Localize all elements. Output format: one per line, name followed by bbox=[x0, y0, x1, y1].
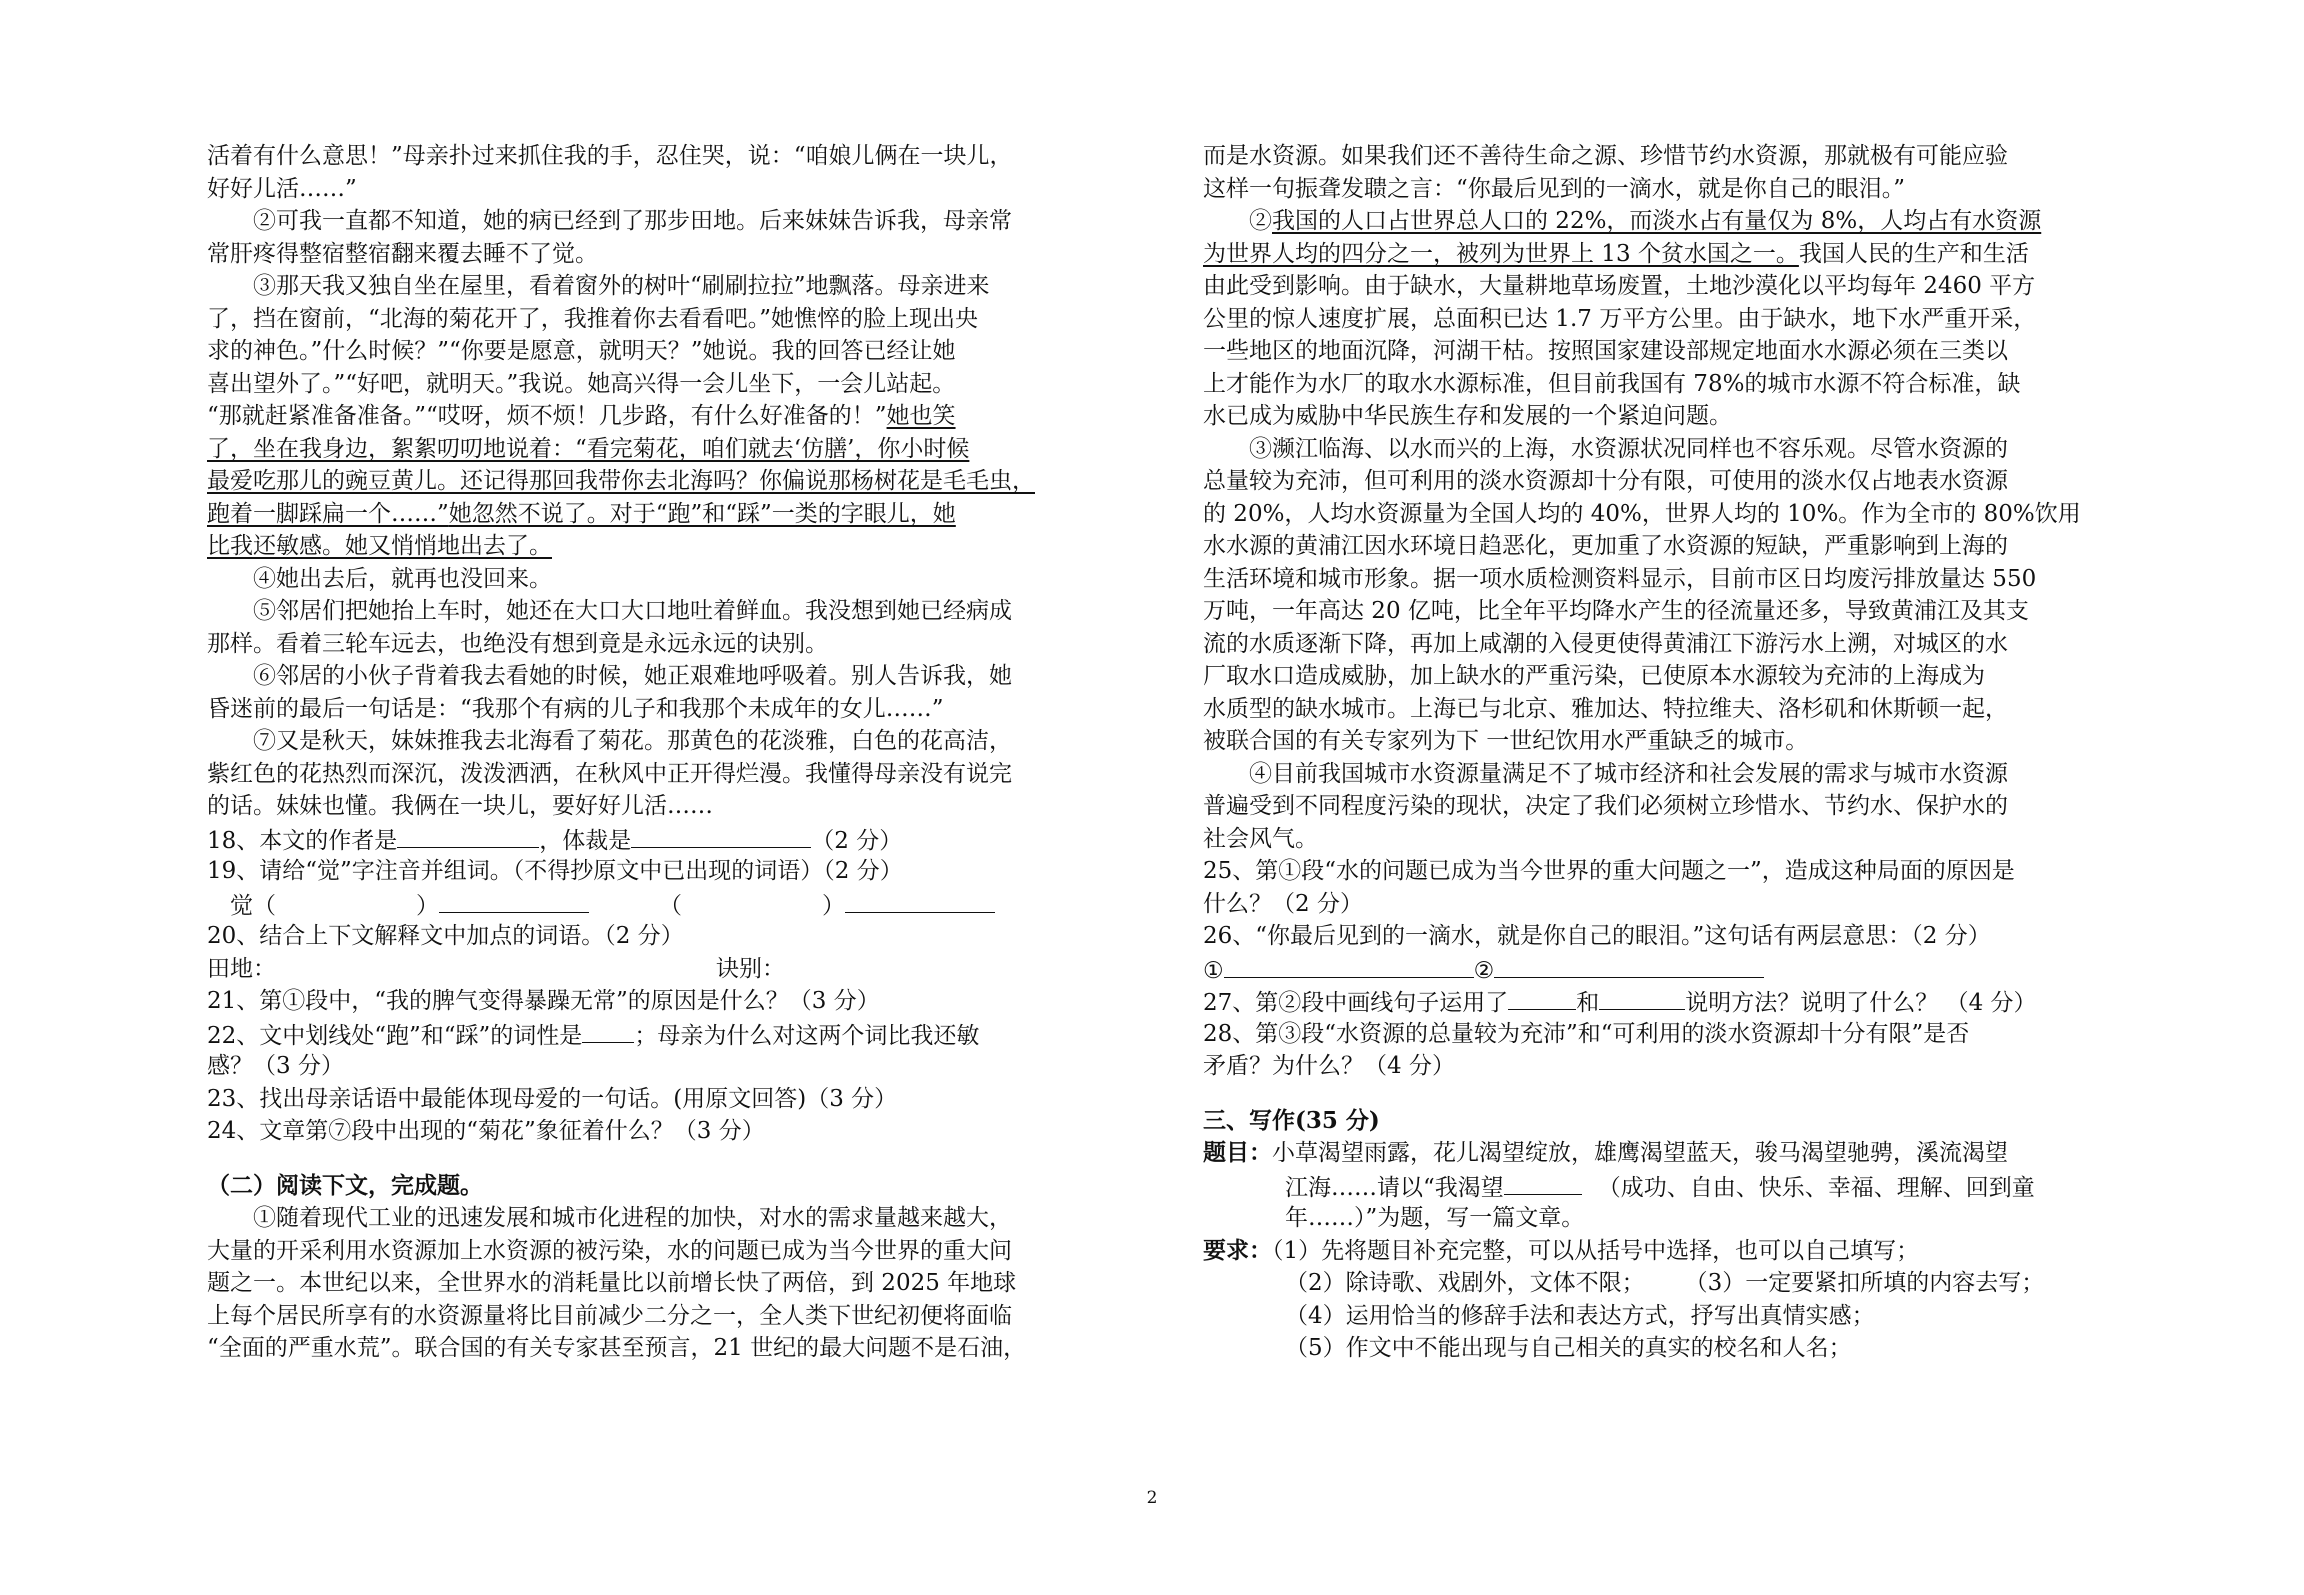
question-18 bbox=[207, 823, 1107, 856]
underlined-line: 最爱吃那儿的豌豆黄儿。还记得那回我带你去北海吗？你偏说那杨树花是毛毛虫， bbox=[207, 468, 1035, 494]
text-line: 感？（3 分） bbox=[207, 1053, 344, 1079]
paragraph-7: ⑦又是秋天，妹妹推我去北海看了菊花。那黄色的花淡雅，白色的花高洁， bbox=[253, 728, 1012, 754]
text-line: 的 20%，人均水资源量为全国人均的 40%，世界人均的 10%。作为全市的 80%饮用 bbox=[1203, 500, 2081, 527]
question-23: 23、找出母亲话语中最能体现母爱的一句话。(用原文回答)（3 分） bbox=[207, 1085, 898, 1112]
q27-rest: 说明方法？说明了什么？ （4 分） bbox=[1685, 990, 2037, 1016]
method-blank-2[interactable] bbox=[1599, 985, 1685, 1010]
q18-prompt: 18、本文的作者是 bbox=[207, 827, 398, 854]
passage-2-paragraph-2 bbox=[1203, 205, 2103, 238]
term-juebie: 诀别： bbox=[716, 955, 785, 982]
paragraph-4: ④她出去后，就再也没回来。 bbox=[253, 565, 552, 592]
requirement-5: （5）作文中不能出现与自己相关的真实的校名和人名； bbox=[1285, 1335, 1852, 1361]
underlined-line bbox=[207, 498, 1107, 531]
paragraph-5: ⑤邻居们把她抬上车时，她还在大口大口地吐着鲜血。我没想到她已经病成 bbox=[253, 598, 1012, 624]
text-line: 生活环境和城市形象。据一项水质检测资料显示，目前市区日均废污排放量达 550 bbox=[1203, 565, 2037, 592]
text-line: “全面的严重水荒”。联合国的有关专家甚至预言，21 世纪的最大问题不是石油， bbox=[207, 1335, 1027, 1361]
text-line: 水已成为威胁中华民族生存和发展的一个紧迫问题。 bbox=[1203, 403, 1732, 429]
underlined-line: 了，坐在我身边，絮絮叨叨地说着：“看完菊花，咱们就去‘仿膳’，你小时候 bbox=[207, 435, 970, 462]
topic-line-2 bbox=[1203, 1170, 2103, 1203]
q27-and: 和 bbox=[1576, 990, 1600, 1016]
word-blank-2[interactable] bbox=[845, 888, 995, 913]
topic-text: 小草渴望雨露，花儿渴望绽放，雄鹰渴望蓝天，骏马渴望驰骋，溪流渴望 bbox=[1272, 1140, 2008, 1166]
section-heading-3: 三、写作(35 分) bbox=[1203, 1106, 1380, 1134]
topic-options: （成功、自由、快乐、幸福、理解、回到童 bbox=[1597, 1174, 2035, 1201]
q22-prompt: 22、文中划线处“跑”和“踩”的词性是 bbox=[207, 1022, 583, 1049]
genre-blank[interactable] bbox=[631, 823, 811, 848]
q26-answer-line bbox=[1203, 953, 2103, 986]
requirement-line-2 bbox=[1203, 1267, 2103, 1300]
meaning-marker-1: ① bbox=[1203, 957, 1224, 984]
question-20: 20、结合上下文解释文中加点的词语。（2 分） bbox=[207, 923, 684, 949]
section-heading-2: （二）阅读下文，完成题。 bbox=[207, 1171, 483, 1199]
text-span: 我国人民的生产和生活 bbox=[1798, 240, 2029, 267]
text-line: 一些地区的地面沉降，河湖干枯。按照国家建设部规定地面水水源必须在三类以 bbox=[1203, 338, 2008, 364]
q22-rest: ；母亲为什么对这两个词比我还敏 bbox=[634, 1022, 980, 1049]
text-line: 求的神色。”什么时候？”“你要是愿意，就明天？”她说。我的回答已经让她 bbox=[207, 338, 956, 364]
text-line: 活着有什么意思！”母亲扑过来抓住我的手，忍住哭，说：“咱娘儿俩在一块儿， bbox=[207, 143, 1013, 169]
requirement-3: （3）一定要紧扣所填的内容去写； bbox=[1684, 1270, 2045, 1296]
q19-close-2: ） bbox=[822, 892, 845, 919]
question-25: 25、第①段“水的问题已成为当今世界的重大问题之一”，造成这种局面的原因是 bbox=[1203, 858, 2015, 884]
method-blank-1[interactable] bbox=[1508, 985, 1576, 1010]
text-line: 水质型的缺水城市。上海已与北京、雅加达、特拉维夫、洛杉矶和休斯顿一起， bbox=[1203, 695, 2008, 722]
q19-open-2: （ bbox=[659, 892, 682, 919]
text-line: 厂取水口造成威胁，加上缺水的严重污染，已使原本水源较为充沛的上海成为 bbox=[1203, 663, 1985, 689]
text-line: 上每个居民所享有的水资源量将比目前减少二分之一，全人类下世纪初便将面临 bbox=[207, 1302, 1012, 1329]
topic-label: 题目： bbox=[1203, 1139, 1272, 1166]
text-line: 常肝疼得整宿整宿翻来覆去睡不了觉。 bbox=[207, 240, 598, 267]
text-line: 大量的开采利用水资源加上水资源的被污染，水的问题已成为当今世界的重大问 bbox=[207, 1237, 1012, 1264]
text-line: 好好儿活……” bbox=[207, 175, 357, 202]
underlined-text: 她也笑 bbox=[886, 403, 956, 429]
paragraph-2: ②可我一直都不知道，她的病已经到了那步田地。后来妹妹告诉我，母亲常 bbox=[253, 208, 1012, 234]
text-line: 了，挡在窗前，“北海的菊花开了，我推着你去看看吧。”她憔悴的脸上现出央 bbox=[207, 305, 979, 332]
text-line: 被联合国的有关专家列为下 一世纪饮用水严重缺乏的城市。 bbox=[1203, 728, 1809, 754]
text-line: 紫红色的花热烈而深沉，泼泼洒洒，在秋风中正开得烂漫。我懂得母亲没有说完 bbox=[207, 760, 1012, 787]
question-22 bbox=[207, 1018, 1107, 1051]
text-span: 跑着一脚踩扁一个……” bbox=[207, 500, 449, 527]
title-blank[interactable] bbox=[1504, 1170, 1582, 1195]
question-27 bbox=[1203, 985, 2103, 1018]
text-line: 矛盾？为什么？（4 分） bbox=[1203, 1053, 1455, 1079]
text-line: 社会风气。 bbox=[1203, 825, 1318, 852]
text-line: 喜出望外了。”“好吧，就明天。”我说。她高兴得一会儿坐下，一会儿站起。 bbox=[207, 370, 956, 397]
text-line: 总量较为充沛，但可利用的淡水资源却十分有限，可使用的淡水仅占地表水资源 bbox=[1203, 468, 2008, 494]
topic-line-3: 年……）”为题，写一篇文章。 bbox=[1285, 1205, 1585, 1231]
underlined-text: 我国的人口占世界总人口的 22%，而淡水占有量仅为 8%，人均占有水资源 bbox=[1272, 208, 2042, 234]
paragraph-6: ⑥邻居的小伙子背着我去看她的时候，她正艰难地呼吸着。别人告诉我，她 bbox=[253, 663, 1012, 689]
question-24: 24、文章第⑦段中出现的“菊花”象征着什么？（3 分） bbox=[207, 1118, 765, 1144]
question-21: 21、第①段中，“我的脾气变得暴躁无常”的原因是什么？（3 分） bbox=[207, 988, 880, 1014]
requirement-2: （2）除诗歌、戏剧外，文体不限； bbox=[1285, 1270, 1645, 1296]
page-number: 2 bbox=[1146, 1488, 1158, 1508]
text-line: 而是水资源。如果我们还不善待生命之源、珍惜节约水资源，那就极有可能应验 bbox=[1203, 143, 2008, 169]
topic-text: 江海……请以“我渴望 bbox=[1285, 1174, 1504, 1201]
meaning-blank-1[interactable] bbox=[1224, 953, 1474, 978]
text-line: 由此受到影响。由于缺水，大量耕地草场废置，土地沙漠化以平均每年 2460 平方 bbox=[1203, 273, 2036, 299]
text-line: 流的水质逐渐下降，再加上咸潮的入侵更使得黄浦江下游污水上溯，对城区的水 bbox=[1203, 630, 2008, 657]
word-blank-1[interactable] bbox=[439, 888, 589, 913]
left-column bbox=[207, 140, 1107, 1365]
text-line: 这样一句振聋发聩之言：“你最后见到的一滴水，就是你自己的眼泪。” bbox=[1203, 175, 1906, 202]
text-line: 公里的惊人速度扩展，总面积已达 1.7 万平方公里。由于缺水，地下水严重开采， bbox=[1203, 305, 2037, 332]
text-line: 那样。看着三轮车远去，也绝没有想到竟是永远永远的诀别。 bbox=[207, 630, 828, 657]
text-line bbox=[1203, 238, 2103, 271]
requirement-4: （4）运用恰当的修辞手法和表达方式，抒写出真情实感； bbox=[1285, 1302, 1875, 1329]
text-span: “那就赶紧准备准备。”“哎呀，烦不烦！几步路，有什么好准备的！” bbox=[207, 403, 887, 429]
passage-2-paragraph-4: ④目前我国城市水资源量满足不了城市经济和社会发展的需求与城市水资源 bbox=[1249, 760, 2008, 787]
writing-topic bbox=[1203, 1137, 2103, 1170]
term-tiandi: 田地： bbox=[207, 955, 276, 982]
question-28: 28、第③段“水资源的总量较为充沛”和“可利用的淡水资源却十分有限”是否 bbox=[1203, 1020, 1970, 1047]
requirements bbox=[1203, 1235, 2103, 1268]
text-line: 什么？（2 分） bbox=[1203, 890, 1363, 917]
text-line: 上才能作为水厂的取水水源标准，但目前我国有 78%的城市水源不符合标准，缺 bbox=[1203, 370, 2021, 397]
underlined-text: 为世界人均的四分之一，被列为世界上 13 个贫水国之一。 bbox=[1203, 240, 1799, 267]
paragraph-3: ③那天我又独自坐在屋里，看着窗外的树叶“刷刷拉拉”地飘落。母亲进来 bbox=[253, 273, 990, 299]
passage-2-paragraph-3: ③濒江临海、以水而兴的上海，水资源状况同样也不容乐观。尽管水资源的 bbox=[1249, 435, 2008, 462]
text-line bbox=[207, 400, 1107, 433]
passage-2-paragraph-1: ①随着现代工业的迅速发展和城市化进程的加快，对水的需求量越来越大， bbox=[253, 1205, 1012, 1231]
question-26: 26、“你最后见到的一滴水，就是你自己的眼泪。”这句话有两层意思：（2 分） bbox=[1203, 923, 1991, 949]
requirement-1: （1）先将题目补充完整，可以从括号中选择，也可以自己填写； bbox=[1272, 1237, 1920, 1264]
q19-char: 觉（ bbox=[230, 892, 276, 919]
text-line: 普遍受到不同程度污染的现状，决定了我们必须树立珍惜水、节约水、保护水的 bbox=[1203, 793, 2008, 819]
underlined-line: 比我还敏感。她又悄悄地出去了。 bbox=[207, 533, 552, 559]
question-19: 19、请给“觉”字注音并组词。（不得抄原文中已出现的词语）（2 分） bbox=[207, 858, 903, 884]
right-column bbox=[1203, 140, 2103, 1365]
text-line: 万吨，一年高达 20 亿吨，比全年平均降水产生的径流量还多，导致黄浦江及其支 bbox=[1203, 598, 2029, 624]
text-span: 她忽然不说了。对于“跑”和“踩”一类的字眼儿，她 bbox=[448, 500, 956, 527]
q19-answer-line bbox=[207, 888, 1107, 921]
meaning-marker-2: ② bbox=[1473, 957, 1495, 984]
q20-terms bbox=[207, 953, 1107, 986]
text-line: 水水源的黄浦江因水环境日趋恶化，更加重了水资源的短缺，严重影响到上海的 bbox=[1203, 533, 2008, 559]
requirements-label: 要求： bbox=[1203, 1236, 1272, 1264]
text-line: 的话。妹妹也懂。我俩在一块儿，要好好儿活…… bbox=[207, 793, 713, 819]
text-line: 昏迷前的最后一句话是：“我那个有病的儿子和我那个未成年的女儿……” bbox=[207, 695, 944, 722]
q27-prompt: 27、第②段中画线句子运用了 bbox=[1203, 990, 1509, 1016]
text-line: 题之一。本世纪以来，全世界水的消耗量比以前增长快了两倍，到 2025 年地球 bbox=[207, 1270, 1017, 1296]
q18-genre: ，体裁是 bbox=[539, 827, 632, 854]
paragraph-marker: ② bbox=[1249, 208, 1272, 234]
meaning-blank-2[interactable] bbox=[1494, 953, 1764, 978]
part-of-speech-blank[interactable] bbox=[582, 1018, 634, 1043]
q18-score: （2 分） bbox=[811, 827, 903, 854]
q19-close-1: ） bbox=[416, 892, 439, 919]
author-blank[interactable] bbox=[397, 823, 539, 848]
